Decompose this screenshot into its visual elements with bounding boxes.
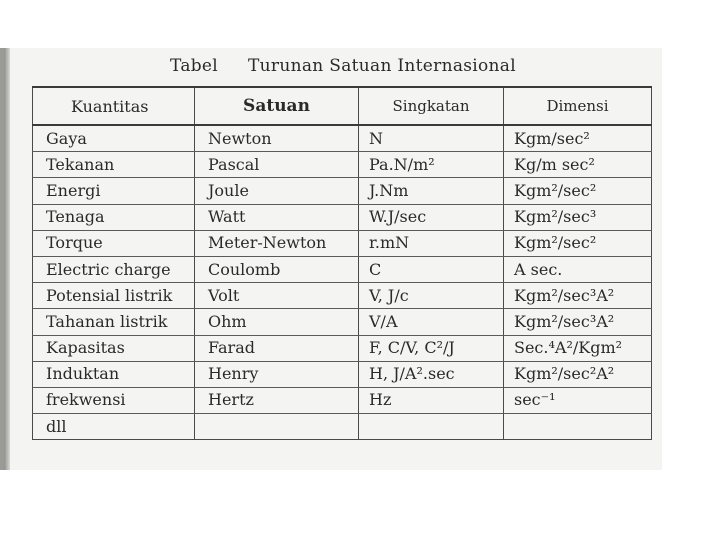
- cell-satuan: Joule: [195, 178, 359, 204]
- header-singkatan: Singkatan: [359, 87, 504, 125]
- cell-kuantitas: Tekanan: [33, 152, 195, 178]
- cell-dimensi: [504, 414, 652, 440]
- units-table: [32, 86, 652, 440]
- table-body: [33, 125, 652, 440]
- cell-satuan: Meter-Newton: [195, 230, 359, 256]
- table-row: [33, 178, 652, 204]
- cell-singkatan: F, C/V, C²/J: [359, 335, 504, 361]
- cell-singkatan: V, J/c: [359, 283, 504, 309]
- table-row: [33, 152, 652, 178]
- cell-dimensi: Kgm²/sec³A²: [504, 309, 652, 335]
- cell-kuantitas: dll: [33, 414, 195, 440]
- cell-satuan: Coulomb: [195, 256, 359, 282]
- header-row: [33, 87, 652, 125]
- cell-dimensi: Kgm²/sec³A²: [504, 283, 652, 309]
- table-row: [33, 283, 652, 309]
- cell-dimensi: sec⁻¹: [504, 387, 652, 413]
- cell-singkatan: J.Nm: [359, 178, 504, 204]
- table-row: [33, 204, 652, 230]
- cell-singkatan: C: [359, 256, 504, 282]
- cell-satuan: Hertz: [195, 387, 359, 413]
- table-row: [33, 387, 652, 413]
- table-row: [33, 125, 652, 152]
- cell-kuantitas: Tahanan listrik: [33, 309, 195, 335]
- cell-singkatan: N: [359, 125, 504, 152]
- table-row: [33, 414, 652, 440]
- cell-dimensi: Sec.⁴A²/Kgm²: [504, 335, 652, 361]
- cell-singkatan: Hz: [359, 387, 504, 413]
- table-row: [33, 256, 652, 282]
- cell-kuantitas: Electric charge: [33, 256, 195, 282]
- cell-satuan: Watt: [195, 204, 359, 230]
- cell-kuantitas: frekwensi: [33, 387, 195, 413]
- header-satuan: Satuan: [195, 87, 359, 125]
- cell-dimensi: Kgm²/sec²: [504, 178, 652, 204]
- table-title-text: Turunan Satuan Internasional: [248, 56, 516, 76]
- cell-satuan: Pascal: [195, 152, 359, 178]
- header-dimensi: Dimensi: [504, 87, 652, 125]
- cell-dimensi: A sec.: [504, 256, 652, 282]
- scanned-page: [0, 48, 662, 470]
- cell-singkatan: V/A: [359, 309, 504, 335]
- table-title-label: Tabel: [170, 56, 219, 76]
- table-title: [170, 56, 516, 76]
- cell-satuan: Farad: [195, 335, 359, 361]
- cell-kuantitas: Potensial listrik: [33, 283, 195, 309]
- cell-dimensi: Kg/m sec²: [504, 152, 652, 178]
- cell-dimensi: Kgm/sec²: [504, 125, 652, 152]
- cell-singkatan: H, J/A².sec: [359, 361, 504, 387]
- header-kuantitas: Kuantitas: [33, 87, 195, 125]
- cell-singkatan: W.J/sec: [359, 204, 504, 230]
- cell-kuantitas: Kapasitas: [33, 335, 195, 361]
- table-row: [33, 361, 652, 387]
- cell-singkatan: Pa.N/m²: [359, 152, 504, 178]
- cell-dimensi: Kgm²/sec²A²: [504, 361, 652, 387]
- cell-kuantitas: Gaya: [33, 125, 195, 152]
- cell-dimensi: Kgm²/sec²: [504, 230, 652, 256]
- cell-singkatan: [359, 414, 504, 440]
- table-row: [33, 335, 652, 361]
- cell-satuan: [195, 414, 359, 440]
- table-row: [33, 309, 652, 335]
- table-row: [33, 230, 652, 256]
- cell-singkatan: r.mN: [359, 230, 504, 256]
- cell-satuan: Newton: [195, 125, 359, 152]
- cell-kuantitas: Induktan: [33, 361, 195, 387]
- cell-satuan: Ohm: [195, 309, 359, 335]
- cell-satuan: Henry: [195, 361, 359, 387]
- cell-kuantitas: Energi: [33, 178, 195, 204]
- cell-satuan: Volt: [195, 283, 359, 309]
- cell-kuantitas: Tenaga: [33, 204, 195, 230]
- cell-kuantitas: Torque: [33, 230, 195, 256]
- cell-dimensi: Kgm²/sec³: [504, 204, 652, 230]
